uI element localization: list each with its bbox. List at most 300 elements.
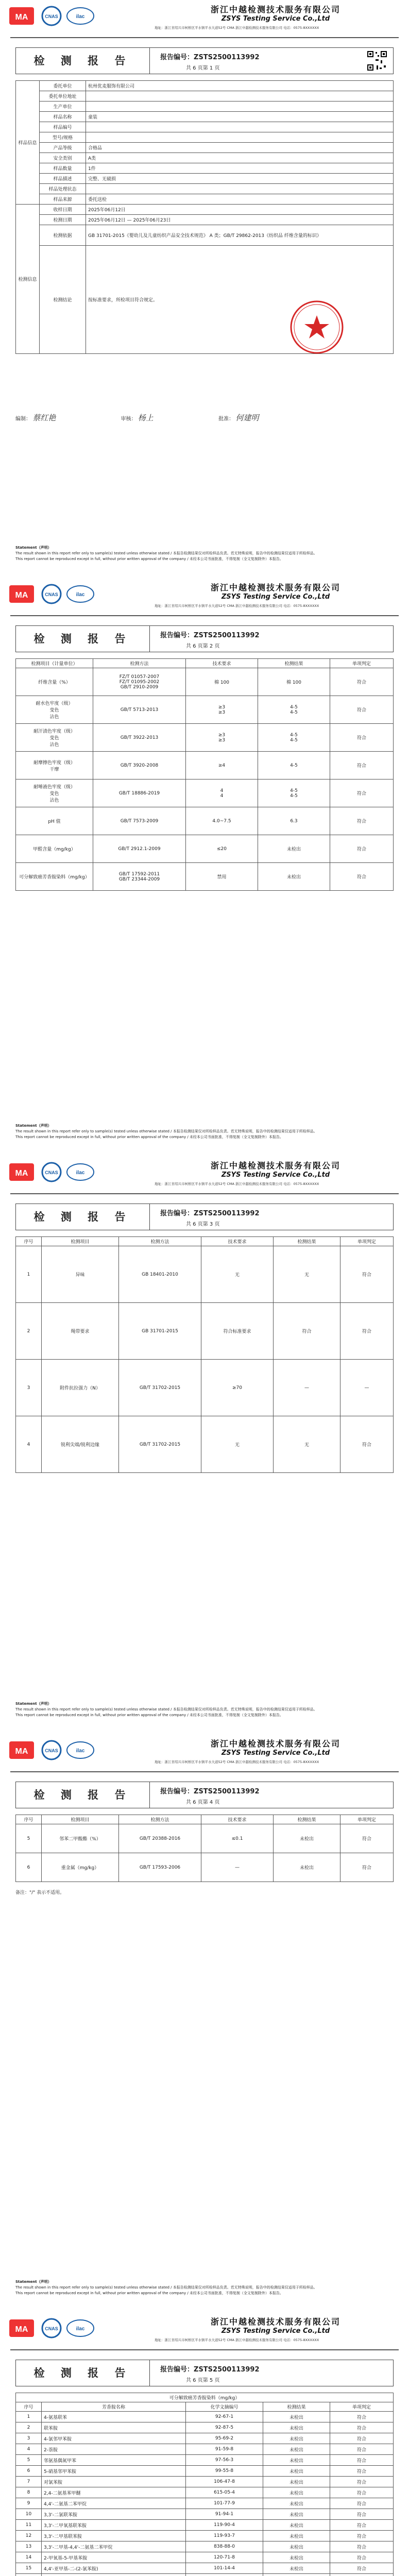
info-value: 合格品	[86, 143, 394, 153]
table-row	[16, 2520, 394, 2531]
cell-verdict: 符合	[330, 835, 394, 863]
amine-cell: 符合	[330, 2541, 394, 2552]
info-value: 按标准要求，所检项目符合规定。	[86, 246, 394, 354]
amine-cell: 6	[16, 2466, 42, 2477]
header-rule	[10, 1193, 399, 1194]
report-number: 报告编号：ZSTS2500113992	[160, 632, 260, 639]
company-header	[155, 3, 397, 23]
accreditation-logos	[9, 1739, 97, 1761]
cell-no: 4	[16, 1416, 42, 1473]
company-header	[155, 1159, 397, 1179]
cma-cnas-logo-icon	[9, 1739, 97, 1761]
column-header: 序号	[16, 1815, 42, 1824]
table-row	[16, 1853, 394, 1882]
cell-result: —	[274, 1360, 340, 1416]
info-label: 检测日期	[40, 215, 86, 225]
svg-text:MA: MA	[15, 2325, 28, 2334]
cell-method: GB/T 17593-2006	[119, 1853, 201, 1882]
svg-text:ilac: ilac	[76, 14, 85, 20]
cell-req: ≥4	[186, 752, 258, 779]
amine-cell: 未检出	[263, 2487, 330, 2498]
amine-cell: 838-88-0	[186, 2541, 263, 2552]
amine-cell: 符合	[330, 2498, 394, 2509]
info-value: 完整、无破损	[86, 174, 394, 184]
header-rule	[10, 615, 399, 616]
cell-verdict: 符合	[340, 1824, 394, 1853]
amine-cell: 95-69-2	[186, 2433, 263, 2444]
company-address: 地址：浙江省绍兴市柯桥区平水镇平水大道52号 CMA 浙江中越检测技术服务有限公司 电话：0575-8XXXXXX	[155, 1182, 319, 1186]
info-row	[16, 143, 394, 153]
cell-verdict: 符合	[330, 807, 394, 835]
table-row	[16, 779, 394, 807]
cell-method: GB/T 31702-2015	[119, 1416, 201, 1473]
cell-result: 未检出	[258, 835, 330, 863]
amine-cell: 7	[16, 2477, 42, 2487]
table-row	[16, 1360, 394, 1416]
cell-method: GB 18401-2010	[119, 1246, 201, 1303]
page-indicator: 共 6 页第 3 页	[186, 1222, 220, 1227]
info-label: 安全类别	[40, 153, 86, 163]
column-header: 技术要求	[201, 1815, 274, 1824]
report-title: 检 测 报 告	[16, 1782, 150, 1808]
table-row	[16, 1824, 394, 1853]
cell-item: 耐水色牢度（级） 变色 沾色	[16, 696, 93, 724]
cell-result: 4-5 4-5	[258, 724, 330, 752]
group-label: 检测信息	[16, 205, 40, 354]
accreditation-logos	[9, 2317, 97, 2339]
amine-cell: 119-90-4	[186, 2520, 263, 2531]
info-label: 样品来源	[40, 194, 86, 205]
cma-cnas-logo-icon	[9, 2317, 97, 2339]
cell-no: 1	[16, 1246, 42, 1303]
cell-item: pH 值	[16, 807, 93, 835]
info-label: 样品描述	[40, 174, 86, 184]
amine-cell: 2	[16, 2422, 42, 2433]
cell-method: FZ/T 01057-2007 FZ/T 01095-2002 GB/T 2910-2009	[93, 668, 186, 696]
report-number: 报告编号：ZSTS2500113992	[160, 2366, 260, 2374]
info-value	[86, 132, 394, 143]
svg-text:CNAS: CNAS	[45, 592, 58, 597]
cma-cnas-logo-icon	[9, 5, 97, 27]
cell-verdict: 符合	[340, 1853, 394, 1882]
info-value: 1件	[86, 163, 394, 174]
cell-req: 棉 100	[186, 668, 258, 696]
amine-cell: 未检出	[263, 2520, 330, 2531]
test-results-table	[15, 1815, 394, 1882]
table-row	[16, 2574, 394, 2576]
accreditation-logos	[9, 1161, 97, 1183]
table-row	[16, 696, 394, 724]
report-title-bar	[15, 47, 394, 74]
cell-verdict: 符合	[330, 668, 394, 696]
cell-verdict: 符合	[340, 1246, 394, 1303]
amine-cell: 2-甲氧基-5-甲基苯胺	[42, 2552, 186, 2563]
report-title-bar	[15, 2360, 394, 2386]
company-name-zh: 浙江中越检测技术服务有限公司	[210, 1161, 340, 1171]
amine-cell: 未检出	[263, 2509, 330, 2520]
report-statement: Statement（声明） The result shown in this report refer only to sample(s) tested unless otherwise stated / 本报告检测结果仅对所检样品负责。若无特殊说明，报告中的检测结果仅适用于所检样品。 This report cannot be reproduced except in full, without prior written approval of the company / 未经本公司书面批准，不得复制（全文复制除外）本报告。	[15, 2280, 317, 2295]
amine-cell: 14	[16, 2552, 42, 2563]
column-header: 单项判定	[340, 1815, 394, 1824]
table-row	[16, 2422, 394, 2433]
table-row	[16, 2531, 394, 2541]
column-header: 序号	[16, 1237, 42, 1246]
svg-text:CNAS: CNAS	[45, 2326, 58, 2331]
amine-cell: 未检出	[263, 2444, 330, 2455]
table-row	[16, 2498, 394, 2509]
company-header	[155, 581, 397, 601]
cell-item: 重金属（mg/kg）	[42, 1853, 119, 1882]
info-label: 产品等级	[40, 143, 86, 153]
info-row	[16, 205, 394, 215]
qr-code-icon	[366, 50, 388, 72]
company-header	[155, 1737, 397, 1757]
info-value: 2025年06月12日	[86, 205, 394, 215]
cell-verdict: 符合	[330, 779, 394, 807]
amine-cell: 未检出	[263, 2563, 330, 2574]
amine-cell: 97-56-3	[186, 2455, 263, 2466]
cell-result: 未检出	[274, 1853, 340, 1882]
amine-cell: 3,3'-二甲氧基联苯胺	[42, 2520, 186, 2531]
test-results-table	[15, 1236, 394, 1473]
cell-method: GB/T 3922-2013	[93, 724, 186, 752]
amine-cell: 未检出	[263, 2412, 330, 2422]
aromatic-amine-table	[15, 2393, 394, 2576]
company-name-en: ZSYS Testing Service Co.,Ltd	[221, 593, 330, 601]
cell-method: GB/T 31702-2015	[119, 1360, 201, 1416]
amine-cell: 未检出	[263, 2498, 330, 2509]
column-header: 化学文摘编号	[186, 2402, 263, 2412]
amine-cell: 4	[16, 2444, 42, 2455]
info-row	[16, 163, 394, 174]
company-address: 地址：浙江省绍兴市柯桥区平水镇平水大道52号 CMA 浙江中越检测技术服务有限公司 电话：0575-8XXXXXX	[155, 1760, 319, 1764]
info-label: 检测依据	[40, 225, 86, 246]
column-header: 检测项目（计量单位）	[16, 659, 93, 668]
cell-req: 无	[201, 1246, 274, 1303]
company-name-en: ZSYS Testing Service Co.,Ltd	[221, 1171, 330, 1179]
amine-cell: 101-14-4	[186, 2563, 263, 2574]
cell-item: 耐摩擦色牢度（级） 干摩	[16, 752, 93, 779]
table-row	[16, 752, 394, 779]
amine-cell: 9	[16, 2498, 42, 2509]
amine-cell: 联苯胺	[42, 2422, 186, 2433]
cell-result: 棉 100	[258, 668, 330, 696]
company-name-en: ZSYS Testing Service Co.,Ltd	[221, 2327, 330, 2335]
amine-cell: 12	[16, 2531, 42, 2541]
table-row	[16, 2444, 394, 2455]
info-row	[16, 194, 394, 205]
cell-no: 3	[16, 1360, 42, 1416]
sig-label-compiled: 编制：	[15, 416, 31, 422]
table-row	[16, 2487, 394, 2498]
info-value: 童装	[86, 112, 394, 122]
report-title: 检 测 报 告	[16, 626, 150, 652]
info-label: 样品数量	[40, 163, 86, 174]
cell-result: 4-5	[258, 752, 330, 779]
page-indicator: 共 6 页第 5 页	[186, 2378, 220, 2383]
header-rule	[10, 1771, 399, 1772]
table-row	[16, 2466, 394, 2477]
group-label: 样品信息	[16, 81, 40, 205]
cell-verdict: 符合	[340, 1303, 394, 1360]
info-row	[16, 101, 394, 112]
inspection-seal-icon	[288, 299, 345, 355]
company-name-zh: 浙江中越检测技术服务有限公司	[210, 1739, 340, 1749]
amine-cell: 4,4'-二氨基二苯甲烷	[42, 2498, 186, 2509]
table-header-row	[16, 1815, 394, 1824]
amine-cell: 符合	[330, 2520, 394, 2531]
amine-cell: 5-硝基邻甲苯胺	[42, 2466, 186, 2477]
cell-req: 符合标准要求	[201, 1303, 274, 1360]
svg-text:CNAS: CNAS	[45, 1170, 58, 1175]
table-header-row	[16, 2402, 394, 2412]
table-row	[16, 1303, 394, 1360]
info-value: 杭州优麦服饰有限公司	[86, 81, 394, 91]
svg-text:MA: MA	[15, 1747, 28, 1756]
svg-text:ilac: ilac	[76, 592, 85, 598]
info-row	[16, 174, 394, 184]
cma-cnas-logo-icon	[9, 1161, 97, 1183]
amine-cell: 3,3'-二甲基-4,4'-二氨基二苯甲烷	[42, 2541, 186, 2552]
amine-cell: 符合	[330, 2487, 394, 2498]
report-number: 报告编号：ZSTS2500113992	[160, 1788, 260, 1795]
amine-cell: 4-氨基联苯	[42, 2412, 186, 2422]
amine-cell: 未检出	[263, 2477, 330, 2487]
cell-req: ≤0.1	[201, 1824, 274, 1853]
column-header: 技术要求	[186, 659, 258, 668]
svg-text:ilac: ilac	[76, 2326, 85, 2332]
amine-cell: 4-氯邻甲苯胺	[42, 2433, 186, 2444]
info-label: 检测结论	[40, 246, 86, 354]
header-rule	[10, 37, 399, 38]
column-header: 检测结果	[274, 1237, 340, 1246]
info-value	[86, 101, 394, 112]
svg-text:ilac: ilac	[76, 1170, 85, 1176]
info-row	[16, 153, 394, 163]
report-page-5	[0, 2312, 409, 2576]
cell-req: ≥3 ≥3	[186, 724, 258, 752]
info-label: 委托单位	[40, 81, 86, 91]
cell-method: GB/T 2912.1-2009	[93, 835, 186, 863]
amine-cell: 符合	[330, 2531, 394, 2541]
info-row	[16, 122, 394, 132]
cell-item: 绳带要求	[42, 1303, 119, 1360]
cell-item: 耐汗渍色牢度（级） 变色 沾色	[16, 724, 93, 752]
amine-cell: 符合	[330, 2552, 394, 2563]
column-header: 检测结果	[263, 2402, 330, 2412]
page-indicator: 共 6 页第 1 页	[186, 65, 220, 71]
table-row	[16, 2552, 394, 2563]
amine-cell: 99-55-8	[186, 2466, 263, 2477]
amine-cell: 符合	[330, 2412, 394, 2422]
report-page-3	[0, 1156, 409, 1734]
info-label: 样品处理状态	[40, 184, 86, 194]
amine-cell: 4,4'-亚甲基-二-(2-氯苯胺)	[42, 2563, 186, 2574]
amine-cell: 101-77-9	[186, 2498, 263, 2509]
accreditation-logos	[9, 5, 97, 27]
cell-method: GB/T 7573-2009	[93, 807, 186, 835]
info-value: GB 31701-2015《婴幼儿及儿童纺织产品安全技术规范》 A 类；GB/T 29862-2013《纺织品 纤维含量的标识》	[86, 225, 394, 246]
amine-cell: 2-萘胺	[42, 2444, 186, 2455]
amine-cell: 符合	[330, 2433, 394, 2444]
amine-cell	[330, 2574, 394, 2576]
cell-verdict: 符合	[330, 696, 394, 724]
report-number: 报告编号：ZSTS2500113992	[160, 54, 260, 61]
report-page-2	[0, 578, 409, 1156]
signature-reviewed: 杨上	[138, 413, 154, 422]
company-address: 地址：浙江省绍兴市柯桥区平水镇平水大道52号 CMA 浙江中越检测技术服务有限公司 电话：0575-8XXXXXX	[155, 26, 319, 30]
amine-cell: 3,3'-二甲基联苯胺	[42, 2531, 186, 2541]
cell-no: 6	[16, 1853, 42, 1882]
amine-cell: 15	[16, 2563, 42, 2574]
company-name-zh: 浙江中越检测技术服务有限公司	[210, 583, 340, 592]
table-header-row	[16, 659, 394, 668]
amine-cell: 未检出	[263, 2422, 330, 2433]
table-row	[16, 2563, 394, 2574]
report-statement: Statement（声明） The result shown in this report refer only to sample(s) tested unless otherwise stated / 本报告检测结果仅对所检样品负责。若无特殊说明，报告中的检测结果仅适用于所检样品。 This report cannot be reproduced except in full, without prior written approval of the company / 未经本公司书面批准，不得复制（全文复制除外）本报告。	[15, 546, 317, 561]
report-title: 检 测 报 告	[16, 48, 150, 74]
amine-cell: 92-67-1	[186, 2412, 263, 2422]
cell-no: 5	[16, 1824, 42, 1853]
cell-result: 无	[274, 1416, 340, 1473]
info-value	[86, 122, 394, 132]
cell-req: —	[201, 1853, 274, 1882]
signature-row	[15, 412, 394, 423]
info-value: 委托送检	[86, 194, 394, 205]
cell-verdict: 符合	[330, 752, 394, 779]
svg-text:MA: MA	[15, 1169, 28, 1178]
info-value	[86, 184, 394, 194]
test-results-table	[15, 658, 394, 891]
cell-verdict: —	[340, 1360, 394, 1416]
cell-req: 无	[201, 1416, 274, 1473]
table-header-row	[16, 1237, 394, 1246]
cell-result: 无	[274, 1246, 340, 1303]
column-header: 检测方法	[119, 1237, 201, 1246]
report-statement: Statement（声明） The result shown in this report refer only to sample(s) tested unless otherwise stated / 本报告检测结果仅对所检样品负责。若无特殊说明，报告中的检测结果仅适用于所检样品。 This report cannot be reproduced except in full, without prior written approval of the company / 未经本公司书面批准，不得复制（全文复制除外）本报告。	[15, 1702, 317, 1717]
amine-cell: 邻氨基偶氮甲苯	[42, 2455, 186, 2466]
cell-req: ≥3 ≥3	[186, 696, 258, 724]
info-value	[86, 91, 394, 101]
amine-cell: 119-93-7	[186, 2531, 263, 2541]
column-header: 技术要求	[201, 1237, 274, 1246]
cell-verdict: 符合	[340, 1416, 394, 1473]
table-row	[16, 2412, 394, 2422]
cell-req: 禁用	[186, 863, 258, 891]
signature-approved: 何建明	[235, 413, 259, 422]
column-header: 单项判定	[330, 2402, 394, 2412]
table-row	[16, 2433, 394, 2444]
amine-cell	[42, 2574, 186, 2576]
report-title-bar	[15, 1204, 394, 1230]
cell-item: 邻苯二甲酸酯（%）	[42, 1824, 119, 1853]
cell-item: 异味	[42, 1246, 119, 1303]
info-value: 2025年06月12日 — 2025年06月23日	[86, 215, 394, 225]
company-name-en: ZSYS Testing Service Co.,Ltd	[221, 15, 330, 23]
amine-cell	[263, 2574, 330, 2576]
amine-cell: 未检出	[263, 2531, 330, 2541]
cell-item: 甲醛含量（mg/kg）	[16, 835, 93, 863]
cell-verdict: 符合	[330, 724, 394, 752]
info-row	[16, 132, 394, 143]
amine-cell: 未检出	[263, 2455, 330, 2466]
company-name-en: ZSYS Testing Service Co.,Ltd	[221, 1749, 330, 1757]
column-header: 检测结果	[258, 659, 330, 668]
info-row	[16, 91, 394, 101]
cell-method: GB/T 17592-2011 GB/T 23344-2009	[93, 863, 186, 891]
amine-cell: 13	[16, 2541, 42, 2552]
info-row	[16, 81, 394, 91]
info-row	[16, 112, 394, 122]
report-page-1	[0, 0, 409, 578]
cell-item: 锐利尖端/锐利边缘	[42, 1416, 119, 1473]
svg-text:MA: MA	[15, 13, 28, 22]
cell-result: 符合	[274, 1303, 340, 1360]
table-row	[16, 863, 394, 891]
table-row	[16, 2455, 394, 2466]
cell-item: 可分解致癌芳香胺染料（mg/kg）	[16, 863, 93, 891]
cell-method: GB/T 20388-2016	[119, 1824, 201, 1853]
amine-cell: 91-59-8	[186, 2444, 263, 2455]
amine-cell	[186, 2574, 263, 2576]
page-indicator: 共 6 页第 4 页	[186, 1800, 220, 1805]
amine-cell: 符合	[330, 2563, 394, 2574]
cell-req: ≥70	[201, 1360, 274, 1416]
table-row	[16, 2477, 394, 2487]
column-header: 检测项目	[42, 1815, 119, 1824]
table-row	[16, 668, 394, 696]
company-header	[155, 2315, 397, 2335]
amine-cell: 未检出	[263, 2552, 330, 2563]
table-caption: 可分解致癌芳香胺染料（mg/kg）	[16, 2393, 394, 2402]
table-row	[16, 807, 394, 835]
cell-method: GB/T 5713-2013	[93, 696, 186, 724]
table-row	[16, 1246, 394, 1303]
info-label: 样品编号	[40, 122, 86, 132]
company-name-zh: 浙江中越检测技术服务有限公司	[210, 5, 340, 14]
amine-cell: 11	[16, 2520, 42, 2531]
table-row	[16, 2509, 394, 2520]
company-address: 地址：浙江省绍兴市柯桥区平水镇平水大道52号 CMA 浙江中越检测技术服务有限公司 电话：0575-8XXXXXX	[155, 604, 319, 608]
sig-label-reviewed: 审核：	[121, 416, 137, 422]
info-label: 样品名称	[40, 112, 86, 122]
cell-method: GB/T 3920-2008	[93, 752, 186, 779]
amine-cell: 未检出	[263, 2433, 330, 2444]
amine-cell: 615-05-4	[186, 2487, 263, 2498]
company-address: 地址：浙江省绍兴市柯桥区平水镇平水大道52号 CMA 浙江中越检测技术服务有限公司 电话：0575-8XXXXXX	[155, 2338, 319, 2342]
amine-cell: 92-87-5	[186, 2422, 263, 2433]
cell-req: ≤20	[186, 835, 258, 863]
cell-item: 附件抗拉强力（N）	[42, 1360, 119, 1416]
svg-text:ilac: ilac	[76, 1748, 85, 1754]
caption-row	[16, 2393, 394, 2402]
amine-cell: 符合	[330, 2509, 394, 2520]
table-row	[16, 835, 394, 863]
report-number: 报告编号：ZSTS2500113992	[160, 1210, 260, 1217]
report-statement: Statement（声明） The result shown in this report refer only to sample(s) tested unless otherwise stated / 本报告检测结果仅对所检样品负责。若无特殊说明，报告中的检测结果仅适用于所检样品。 This report cannot be reproduced except in full, without prior written approval of the company / 未经本公司书面批准，不得复制（全文复制除外）本报告。	[15, 1124, 317, 1139]
cma-cnas-logo-icon	[9, 583, 97, 605]
amine-cell: 2,4-二氨基苯甲醚	[42, 2487, 186, 2498]
column-header: 检测结果	[274, 1815, 340, 1824]
cell-req: 4 4	[186, 779, 258, 807]
table-row	[16, 1416, 394, 1473]
header-rule	[10, 2349, 399, 2350]
report-title-bar	[15, 1782, 394, 1808]
svg-text:CNAS: CNAS	[45, 14, 58, 19]
report-page-4	[0, 1734, 409, 2312]
cell-item: 纤维含量（%）	[16, 668, 93, 696]
column-header: 检测项目	[42, 1237, 119, 1246]
